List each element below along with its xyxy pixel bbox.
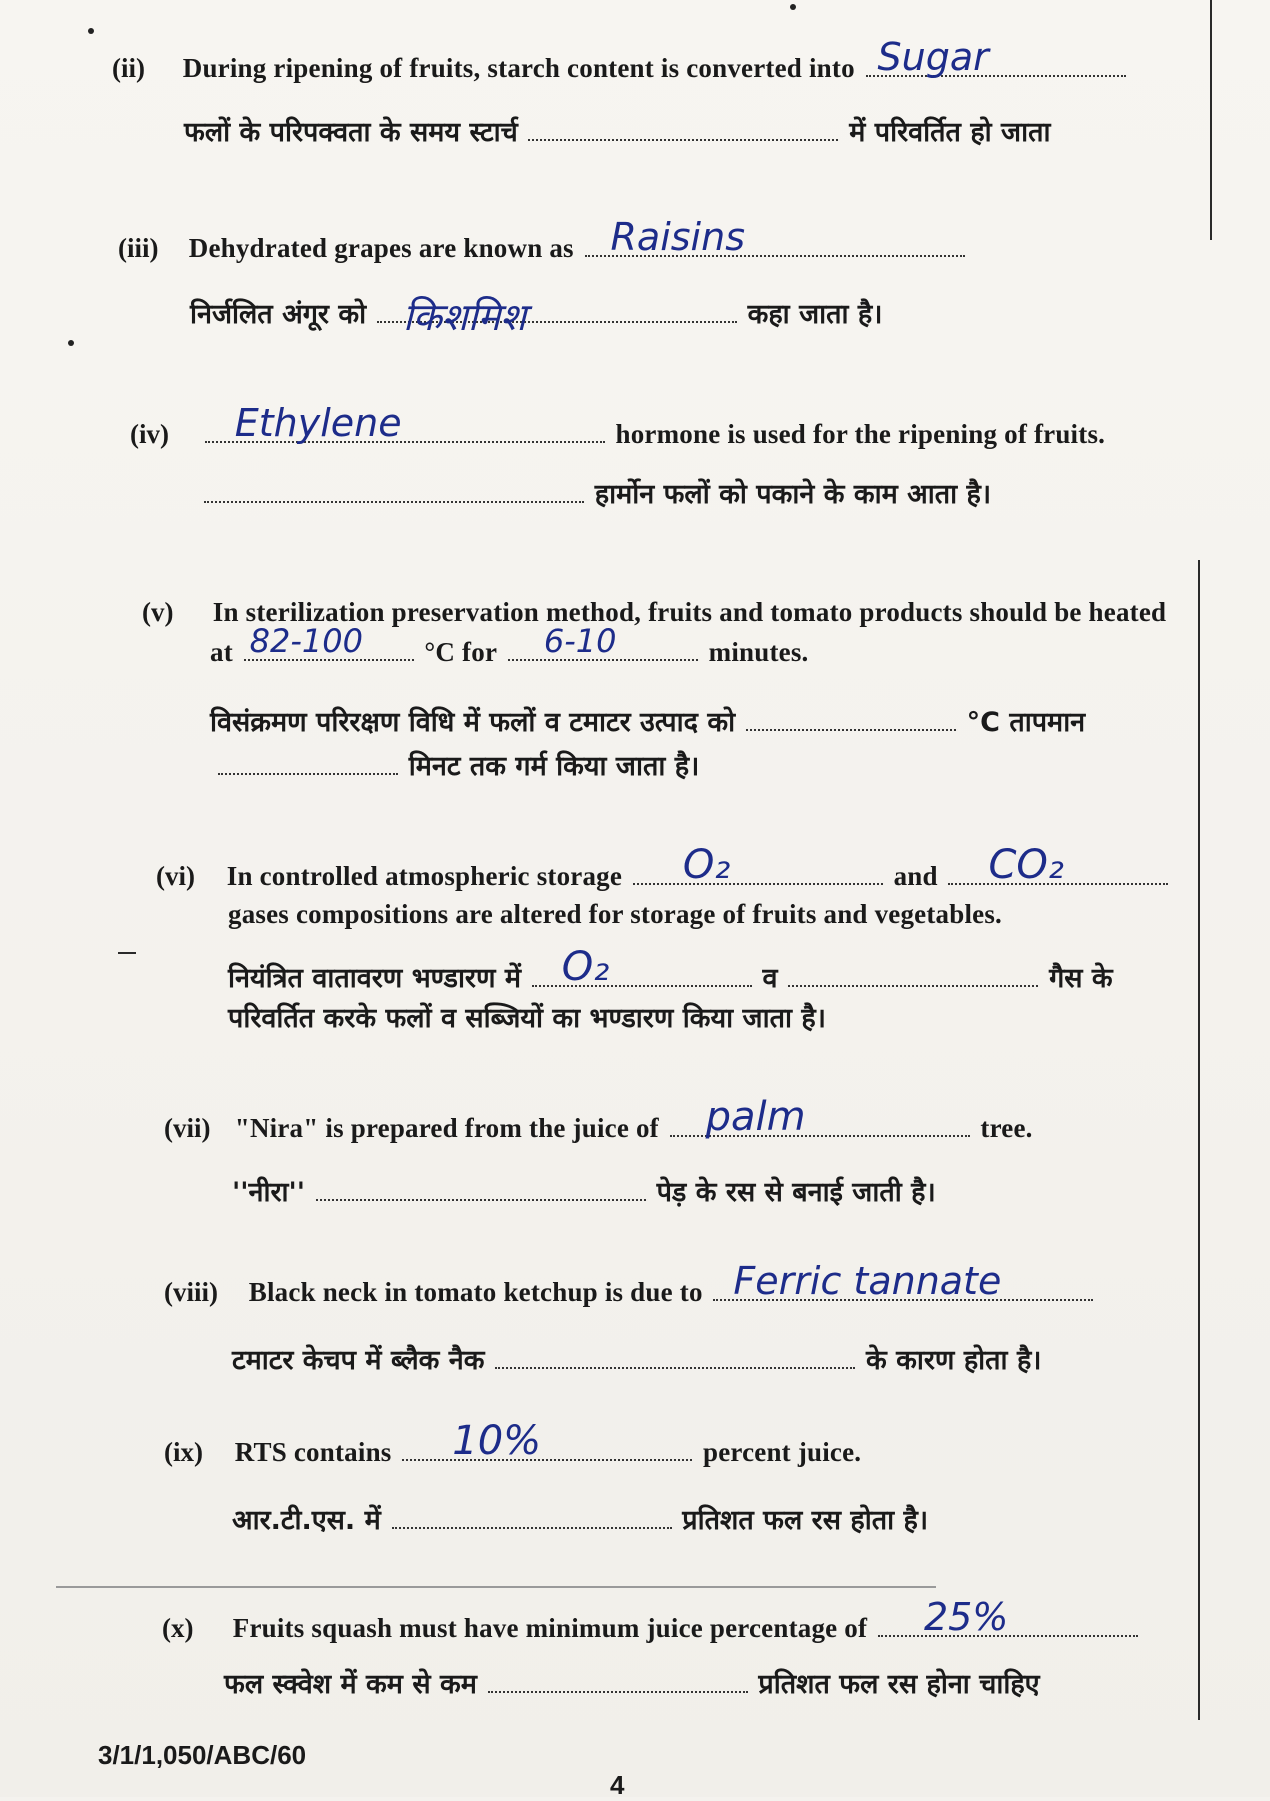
question-iv xyxy=(130,401,1106,454)
question-x-hindi xyxy=(224,1664,1040,1705)
question-text-en: Dehydrated grapes are known as xyxy=(188,233,574,263)
answer-blank xyxy=(948,842,1168,888)
question-ix-hindi xyxy=(232,1500,928,1541)
question-text-hi: °C तापमान xyxy=(966,707,1086,738)
handwritten-answer: 10% xyxy=(452,1418,542,1464)
handwritten-answer: Ethylene xyxy=(234,401,402,445)
answer-blank xyxy=(670,1094,970,1140)
question-text-en: °C for xyxy=(424,637,498,667)
question-number: (v) xyxy=(142,597,174,627)
question-text-en: at xyxy=(210,637,233,667)
question-text-hi-tail: कहा जाता है। xyxy=(747,299,883,330)
question-text-en: Black neck in tomato ketchup is due to xyxy=(248,1277,703,1307)
question-text-hi: परिवर्तित करके फलों व सब्जियों का भण्डारण किया जाता है। xyxy=(228,1003,826,1034)
answer-blank xyxy=(488,1669,748,1693)
page-edge-line xyxy=(1198,560,1200,1720)
question-text-hi: प्रतिशत फल रस होता है। xyxy=(682,1505,929,1536)
question-text-hi: नियंत्रित वातावरण भण्डारण में xyxy=(228,963,522,994)
answer-blank xyxy=(244,622,414,661)
question-text-hi: गैस के xyxy=(1049,963,1113,994)
question-text-en: In controlled atmospheric storage xyxy=(226,861,623,891)
answer-blank xyxy=(316,1177,646,1201)
question-text-hi: फलों के परिपक्वता के समय स्टार्च xyxy=(184,117,518,148)
scan-dash xyxy=(118,952,136,954)
answer-blank xyxy=(204,479,584,503)
question-v-hindi-line2 xyxy=(214,746,699,787)
question-vii xyxy=(164,1094,1033,1148)
answer-blank xyxy=(402,1418,692,1464)
question-viii xyxy=(164,1259,1097,1312)
answer-blank xyxy=(866,35,1126,79)
question-text-hi: हार्मोन फलों को पकाने के काम आता है। xyxy=(594,479,992,510)
question-text-en: During ripening of fruits, starch content is converted into xyxy=(182,53,855,83)
question-vi-line2 xyxy=(228,894,1002,934)
question-iii-hindi xyxy=(190,294,883,339)
question-text-en: and xyxy=(893,861,938,891)
question-text-en: tree. xyxy=(980,1113,1033,1143)
question-number: (ix) xyxy=(164,1437,203,1467)
question-text-hi: के कारण होता है। xyxy=(866,1345,1042,1376)
question-number: (vii) xyxy=(164,1113,211,1143)
question-v-hindi xyxy=(210,702,1085,743)
divider xyxy=(56,1586,936,1588)
question-number: (iv) xyxy=(130,419,169,449)
handwritten-answer: palm xyxy=(705,1094,806,1140)
page-edge-line xyxy=(1210,0,1212,240)
answer-blank xyxy=(746,707,956,731)
question-ii xyxy=(112,35,1130,88)
handwritten-answer: O₂ xyxy=(561,944,610,990)
handwritten-answer: 25% xyxy=(923,1595,1009,1639)
answer-blank xyxy=(528,117,838,141)
handwritten-answer: O₂ xyxy=(682,842,731,888)
question-text-en: RTS contains xyxy=(234,1437,392,1467)
handwritten-answer: Ferric tannate xyxy=(733,1259,1002,1303)
answer-blank xyxy=(878,1595,1138,1639)
question-text-en: hormone is used for the ripening of fruits. xyxy=(615,419,1106,449)
handwritten-answer: 6-10 xyxy=(543,622,617,660)
question-viii-hindi xyxy=(232,1340,1042,1381)
question-text-hi: प्रतिशत फल रस होना चाहिए xyxy=(758,1669,1040,1700)
answer-blank xyxy=(532,944,752,990)
handwritten-answer: किशमिश xyxy=(402,295,527,339)
question-vi-hindi xyxy=(228,944,1113,999)
question-text-en: gases compositions are altered for storage of fruits and vegetables. xyxy=(228,899,1003,929)
question-text-hi: आर.टी.एस. में xyxy=(232,1505,381,1536)
answer-blank xyxy=(788,963,1038,987)
question-text-hi: फल स्क्वेश में कम से कम xyxy=(224,1669,477,1700)
answer-blank xyxy=(218,751,398,775)
question-number: (ii) xyxy=(112,53,145,83)
question-text-hi-tail: में परिवर्तित हो जाता xyxy=(849,117,1051,148)
answer-blank xyxy=(392,1505,672,1529)
question-text-en: "Nira" is prepared from the juice of xyxy=(234,1113,659,1143)
question-v-line2 xyxy=(210,622,809,672)
answer-blank xyxy=(377,295,737,339)
question-text-hi: टमाटर केचप में ब्लैक नैक xyxy=(232,1345,485,1376)
answer-blank xyxy=(508,622,698,661)
question-ii-hindi xyxy=(184,112,1050,153)
handwritten-answer: CO₂ xyxy=(988,842,1064,888)
question-iii xyxy=(118,215,969,268)
question-text-en: percent juice. xyxy=(703,1437,862,1467)
question-vi xyxy=(156,842,1172,896)
question-x xyxy=(162,1595,1142,1648)
question-vii-hindi xyxy=(232,1172,936,1213)
handwritten-answer: 82-100 xyxy=(249,622,363,660)
question-number: (vi) xyxy=(156,861,195,891)
handwritten-answer: Sugar xyxy=(877,35,989,79)
question-iv-hindi xyxy=(200,474,991,515)
page-number: 4 xyxy=(610,1770,625,1800)
answer-blank xyxy=(713,1259,1093,1303)
question-text-hi: व xyxy=(762,963,778,994)
question-text-en: minutes. xyxy=(708,637,809,667)
question-text-en: In sterilization preservation method, fruits and tomato products should be heated xyxy=(212,597,1167,627)
answer-blank xyxy=(495,1345,855,1369)
question-text-hi: ''नीरा'' xyxy=(232,1177,306,1208)
question-text-hi: निर्जलित अंगूर को xyxy=(190,299,367,330)
question-text-hi: पेड़ के रस से बनाई जाती है। xyxy=(656,1177,936,1208)
question-text-en: Fruits squash must have minimum juice percentage of xyxy=(232,1613,868,1643)
question-ix xyxy=(164,1418,862,1472)
answer-blank xyxy=(585,215,965,259)
question-vi-hindi-line2 xyxy=(228,998,826,1039)
handwritten-answer: Raisins xyxy=(610,215,745,259)
paper-code: 3/1/1,050/ABC/60 xyxy=(98,1740,307,1770)
scan-speck xyxy=(88,28,94,34)
answer-blank xyxy=(205,401,605,445)
scan-speck xyxy=(68,340,74,346)
question-text-hi: विसंक्रमण परिरक्षण विधि में फलों व टमाटर उत्पाद को xyxy=(210,707,736,738)
answer-blank xyxy=(633,842,883,888)
question-number: (viii) xyxy=(164,1277,218,1307)
question-number: (iii) xyxy=(118,233,159,263)
question-number: (x) xyxy=(162,1613,194,1643)
scan-speck xyxy=(790,4,796,10)
question-text-hi: मिनट तक गर्म किया जाता है। xyxy=(408,751,700,782)
